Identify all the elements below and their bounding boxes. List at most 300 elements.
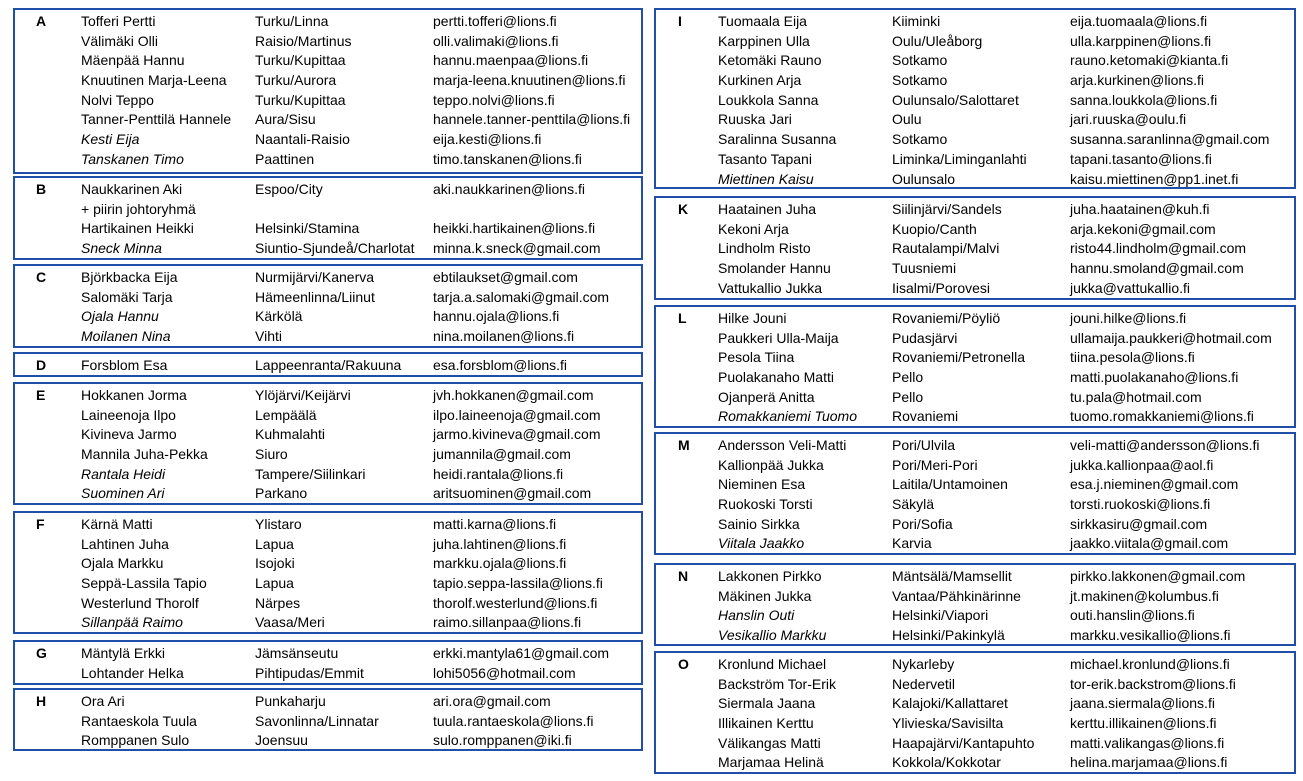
contact-row <box>15 356 641 376</box>
contact-club: Joensuu <box>255 732 308 749</box>
contact-club: Laitila/Untamoinen <box>892 476 1008 493</box>
contact-row <box>15 150 641 170</box>
contact-email: sulo.romppanen@iki.fi <box>433 732 572 749</box>
district-box-l <box>654 305 1296 428</box>
contact-email: matti.puolakanaho@lions.fi <box>1070 369 1239 386</box>
contact-club: Ylivieska/Savisilta <box>892 715 1004 732</box>
contact-club: Pudasjärvi <box>892 329 958 346</box>
contact-email: sirkkasiru@gmail.com <box>1070 515 1208 532</box>
contact-row <box>15 110 641 130</box>
contact-name: Ruuska Jari <box>718 111 792 128</box>
contact-name: Ora Ari <box>81 693 125 709</box>
contact-club: Sotkamo <box>892 52 948 69</box>
district-letter: D <box>36 357 47 373</box>
contact-name: Kronlund Michael <box>718 656 827 672</box>
contact-row <box>15 535 641 555</box>
contact-row <box>656 348 1294 368</box>
contact-list <box>656 567 1294 646</box>
district-letter: N <box>678 568 689 584</box>
district-letter: A <box>36 13 47 29</box>
contact-row <box>656 734 1294 754</box>
contact-list <box>656 655 1294 773</box>
contact-email: hannele.tanner-penttila@lions.fi <box>433 111 631 128</box>
contact-club: Rovaniemi/Pöyliö <box>892 310 1001 326</box>
contact-list <box>15 692 641 751</box>
contact-email: raimo.sillanpaa@lions.fi <box>433 614 582 631</box>
contact-row <box>15 554 641 574</box>
contact-name: Ojala Markku <box>81 555 164 572</box>
contact-name: Kurkinen Arja <box>718 72 802 89</box>
district-box-c <box>13 264 643 348</box>
contact-list <box>656 436 1294 554</box>
contact-row <box>15 71 641 91</box>
contact-row <box>656 626 1294 646</box>
contact-name: Välikangas Matti <box>718 734 821 751</box>
contact-name: Smolander Hannu <box>718 260 831 277</box>
contact-club: Rovaniemi/Petronella <box>892 349 1026 366</box>
contact-club: Turku/Linna <box>255 13 329 29</box>
contact-row <box>15 406 641 426</box>
contact-email: hannu.maenpaa@lions.fi <box>433 52 589 69</box>
contact-row <box>15 51 641 71</box>
district-box-m <box>654 432 1296 555</box>
contact-email: nina.moilanen@lions.fi <box>433 328 575 345</box>
contact-email: kerttu.illikainen@lions.fi <box>1070 715 1217 732</box>
contact-name: Romppanen Sulo <box>81 732 190 749</box>
contact-name: Kesti Eija <box>81 131 140 148</box>
contact-email: marja-leena.knuutinen@lions.fi <box>433 72 626 89</box>
contact-row <box>656 495 1294 515</box>
contact-row <box>15 692 641 712</box>
contact-club: Siuro <box>255 446 288 463</box>
contact-club: Raisio/Martinus <box>255 32 352 49</box>
contact-name: Rantaeskola Tuula <box>81 712 197 729</box>
contact-club: Nykarleby <box>892 656 955 672</box>
contact-name: Tofferi Pertti <box>81 13 156 29</box>
contact-club: Pello <box>892 388 924 405</box>
contact-row <box>15 731 641 751</box>
contact-name: Kallionpää Jukka <box>718 456 824 473</box>
contact-row <box>15 200 641 220</box>
contact-club: Naantali-Raisio <box>255 131 350 148</box>
contact-email: tiina.pesola@lions.fi <box>1070 349 1195 366</box>
contact-row <box>656 567 1294 587</box>
contact-club: Ylistaro <box>255 516 302 532</box>
contact-row <box>656 694 1294 714</box>
contact-club: Nedervetil <box>892 675 956 692</box>
contact-club: Turku/Kupittaa <box>255 52 346 69</box>
contact-row <box>656 515 1294 535</box>
contact-name: Naukkarinen Aki <box>81 181 183 197</box>
contact-club: Kalajoki/Kallattaret <box>892 695 1008 712</box>
contact-email: ulla.karppinen@lions.fi <box>1070 32 1212 49</box>
contact-name: Vesikallio Markku <box>718 627 827 644</box>
contact-club: Hämeenlinna/Liinut <box>255 288 375 305</box>
contact-name: Välimäki Olli <box>81 32 159 49</box>
contact-row <box>15 32 641 52</box>
contact-name: Tuomaala Eija <box>718 13 807 29</box>
district-box-h <box>13 688 643 751</box>
contact-club: Helsinki/Stamina <box>255 220 360 237</box>
district-letter: K <box>678 201 689 217</box>
contact-row <box>15 664 641 684</box>
contact-email: torsti.ruokoski@lions.fi <box>1070 496 1211 513</box>
contact-row <box>15 484 641 504</box>
contact-email: ullamaija.paukkeri@hotmail.com <box>1070 329 1272 346</box>
contact-club: Iisalmi/Porovesi <box>892 279 991 296</box>
contact-list <box>15 644 641 683</box>
contact-email: juha.haatainen@kuh.fi <box>1070 201 1210 217</box>
contact-email: tuula.rantaeskola@lions.fi <box>433 712 594 729</box>
contact-row <box>15 288 641 308</box>
district-box-b <box>13 176 643 260</box>
contact-row <box>15 268 641 288</box>
contact-row <box>656 475 1294 495</box>
contact-name: Ruokoski Torsti <box>718 496 813 513</box>
district-letter: M <box>678 437 690 453</box>
contact-club: Lappeenranta/Rakuuna <box>255 357 402 373</box>
district-box-i <box>654 8 1296 189</box>
district-letter: F <box>36 516 45 532</box>
contact-club: Rovaniemi <box>892 408 959 425</box>
district-letter: L <box>678 310 687 326</box>
contact-email: jaakko.viitala@gmail.com <box>1070 535 1229 552</box>
contact-email: tapani.tasanto@lions.fi <box>1070 150 1212 167</box>
contact-name: Loukkola Sanna <box>718 91 819 108</box>
contact-row <box>656 655 1294 675</box>
contact-email: tuomo.romakkaniemi@lions.fi <box>1070 408 1254 425</box>
contact-name: Mäkinen Jukka <box>718 587 812 604</box>
contact-club: Parkano <box>255 485 308 502</box>
contact-name: Haatainen Juha <box>718 201 817 217</box>
contact-name: Lakkonen Pirkko <box>718 568 822 584</box>
contact-name: Viitala Jaakko <box>718 535 805 552</box>
contact-list <box>656 309 1294 427</box>
contact-club: Kiiminki <box>892 13 941 29</box>
contact-email: teppo.nolvi@lions.fi <box>433 91 555 108</box>
contact-email: pertti.tofferi@lions.fi <box>433 13 557 29</box>
contact-row <box>15 91 641 111</box>
contact-club: Oulu/Uleåborg <box>892 32 983 49</box>
contact-email: eija.tuomaala@lions.fi <box>1070 13 1208 29</box>
contact-email: ilpo.laineenoja@gmail.com <box>433 406 601 423</box>
contact-club: Säkylä <box>892 496 935 513</box>
contact-club: Aura/Sisu <box>255 111 316 128</box>
contact-name: Tanner-Penttilä Hannele <box>81 111 232 128</box>
contact-club: Siilinjärvi/Sandels <box>892 201 1002 217</box>
contact-list <box>656 12 1294 189</box>
contact-row <box>15 307 641 327</box>
contact-row <box>15 644 641 664</box>
contact-email: sanna.loukkola@lions.fi <box>1070 91 1218 108</box>
contact-row <box>656 150 1294 170</box>
contact-email: markku.ojala@lions.fi <box>433 555 567 572</box>
contact-club: Kärkölä <box>255 308 303 325</box>
contact-name: Nolvi Teppo <box>81 91 154 108</box>
contact-name: Mäntylä Erkki <box>81 645 166 661</box>
contact-email: esa.forsblom@lions.fi <box>433 357 568 373</box>
contact-email: veli-matti@andersson@lions.fi <box>1070 437 1260 453</box>
contact-email: heidi.rantala@lions.fi <box>433 465 564 482</box>
contact-name: + piirin johtoryhmä <box>81 200 196 217</box>
contact-club: Lapua <box>255 535 294 552</box>
district-box-e <box>13 382 643 505</box>
contact-email: tarja.a.salomaki@gmail.com <box>433 288 610 305</box>
contact-name: Björkbacka Eija <box>81 269 178 285</box>
contact-name: Westerlund Thorolf <box>81 594 199 611</box>
contact-name: Mäenpää Hannu <box>81 52 185 69</box>
contact-email: arja.kurkinen@lions.fi <box>1070 72 1205 89</box>
contact-email: pirkko.lakkonen@gmail.com <box>1070 568 1246 584</box>
contact-list <box>15 386 641 504</box>
contact-club: Kuopio/Canth <box>892 220 977 237</box>
contact-name: Ojala Hannu <box>81 308 159 325</box>
contact-name: Kekoni Arja <box>718 220 789 237</box>
contact-name: Paukkeri Ulla-Maija <box>718 329 839 346</box>
district-letter: E <box>36 387 46 403</box>
contact-club: Vaasa/Meri <box>255 614 325 631</box>
contact-email: tapio.seppa-lassila@lions.fi <box>433 575 603 592</box>
contact-name: Puolakanaho Matti <box>718 369 834 386</box>
district-letter: H <box>36 693 47 709</box>
contact-row <box>656 130 1294 150</box>
contact-email: markku.vesikallio@lions.fi <box>1070 627 1231 644</box>
contact-email: olli.valimaki@lions.fi <box>433 32 559 49</box>
contact-row <box>15 445 641 465</box>
contact-row <box>656 279 1294 299</box>
contact-row <box>15 574 641 594</box>
contact-email: jarmo.kivineva@gmail.com <box>433 426 601 443</box>
contact-email: jukka.kallionpaa@aol.fi <box>1070 456 1214 473</box>
contact-club: Mäntsälä/Mamsellit <box>892 568 1012 584</box>
contact-email: risto44.lindholm@gmail.com <box>1070 240 1247 257</box>
contact-club: Siuntio-Sjundeå/Charlotat <box>255 240 415 257</box>
contact-email: outi.hanslin@lions.fi <box>1070 607 1195 624</box>
contact-row <box>656 200 1294 220</box>
contact-name: Illikainen Kerttu <box>718 715 814 732</box>
contact-club: Karvia <box>892 535 932 552</box>
contact-email: aki.naukkarinen@lions.fi <box>433 181 585 197</box>
contact-name: Lohtander Helka <box>81 664 184 681</box>
contact-email: hannu.smoland@gmail.com <box>1070 260 1244 277</box>
contact-club: Helsinki/Viapori <box>892 607 989 624</box>
contact-row <box>656 170 1294 190</box>
contact-email: juha.lahtinen@lions.fi <box>433 535 567 552</box>
contact-name: Suominen Ari <box>81 485 165 502</box>
contact-club: Savonlinna/Linnatar <box>255 712 379 729</box>
contact-name: Seppä-Lassila Tapio <box>81 575 207 592</box>
contact-list <box>15 12 641 170</box>
contact-email: jumannila@gmail.com <box>433 446 571 463</box>
district-box-k <box>654 196 1296 300</box>
contact-name: Salomäki Tarja <box>81 288 173 305</box>
contact-club: Paattinen <box>255 150 315 167</box>
contact-club: Helsinki/Pakinkylä <box>892 627 1005 644</box>
contact-club: Lapua <box>255 575 294 592</box>
contact-name: Backström Tor-Erik <box>718 675 836 692</box>
contact-club: Isojoki <box>255 555 295 572</box>
contact-name: Lindholm Risto <box>718 240 811 257</box>
contact-email: michael.kronlund@lions.fi <box>1070 656 1230 672</box>
contact-club: Rautalampi/Malvi <box>892 240 1000 257</box>
contact-list <box>15 515 641 633</box>
contact-list <box>15 356 641 376</box>
contact-row <box>15 594 641 614</box>
contact-email: arja.kekoni@gmail.com <box>1070 220 1216 237</box>
contact-email: esa.j.nieminen@gmail.com <box>1070 476 1239 493</box>
contact-name: Marjamaa Helinä <box>718 754 824 771</box>
contact-name: Kärnä Matti <box>81 516 153 532</box>
contact-email: ebtilaukset@gmail.com <box>433 269 578 285</box>
contact-row <box>656 534 1294 554</box>
contact-email: jvh.hokkanen@gmail.com <box>433 387 594 403</box>
contact-club: Haapajärvi/Kantapuhto <box>892 734 1035 751</box>
contact-name: Hilke Jouni <box>718 310 787 326</box>
contact-name: Sillanpää Raimo <box>81 614 183 631</box>
contact-name: Romakkaniemi Tuomo <box>718 408 858 425</box>
contact-name: Hartikainen Heikki <box>81 220 194 237</box>
contact-club: Pori/Ulvila <box>892 437 956 453</box>
district-letter: I <box>678 13 682 29</box>
contact-email: jouni.hilke@lions.fi <box>1070 310 1187 326</box>
contact-row <box>656 32 1294 52</box>
contact-name: Hokkanen Jorma <box>81 387 187 403</box>
contact-email: lohi5056@hotmail.com <box>433 664 576 681</box>
contact-row <box>656 71 1294 91</box>
contact-club: Sotkamo <box>892 131 948 148</box>
contact-name: Kivineva Jarmo <box>81 426 177 443</box>
contact-club: Turku/Kupittaa <box>255 91 346 108</box>
contact-name: Hanslin Outi <box>718 607 795 624</box>
contact-name: Knuutinen Marja-Leena <box>81 72 227 89</box>
contact-row <box>656 329 1294 349</box>
contact-name: Miettinen Kaisu <box>718 170 814 187</box>
contact-club: Jämsänseutu <box>255 645 339 661</box>
contact-name: Ojanperä Anitta <box>718 388 815 405</box>
contact-row <box>656 91 1294 111</box>
contact-email: tu.pala@hotmail.com <box>1070 388 1202 405</box>
contact-row <box>15 465 641 485</box>
contact-row <box>656 368 1294 388</box>
contact-email: minna.k.sneck@gmail.com <box>433 240 601 257</box>
contact-club: Espoo/City <box>255 181 323 197</box>
contact-club: Närpes <box>255 594 301 611</box>
district-box-f <box>13 511 643 634</box>
district-box-n <box>654 563 1296 646</box>
contact-name: Laineenoja Ilpo <box>81 406 176 423</box>
contact-name: Moilanen Nina <box>81 328 171 345</box>
district-letter: B <box>36 181 47 197</box>
contact-name: Tanskanen Timo <box>81 150 184 167</box>
contact-name: Karppinen Ulla <box>718 32 810 49</box>
contact-name: Rantala Heidi <box>81 465 166 482</box>
contact-club: Lempäälä <box>255 406 317 423</box>
contact-email: helina.marjamaa@lions.fi <box>1070 754 1228 771</box>
contact-name: Nieminen Esa <box>718 476 806 493</box>
contact-name: Mannila Juha-Pekka <box>81 446 208 463</box>
contact-row <box>15 219 641 239</box>
district-letter: G <box>36 645 47 661</box>
contact-row <box>656 239 1294 259</box>
contact-name: Saralinna Susanna <box>718 131 837 148</box>
contact-row <box>15 130 641 150</box>
contact-email: timo.tanskanen@lions.fi <box>433 150 582 167</box>
contact-row <box>15 386 641 406</box>
contact-row <box>15 712 641 732</box>
contact-row <box>15 12 641 32</box>
contact-email: ari.ora@gmail.com <box>433 693 551 709</box>
contact-club: Oulunsalo <box>892 170 956 187</box>
contact-email: kaisu.miettinen@pp1.inet.fi <box>1070 170 1239 187</box>
contact-row <box>656 675 1294 695</box>
district-box-g <box>13 640 643 685</box>
contact-club: Kokkola/Kokkotar <box>892 754 1001 771</box>
contact-club: Pori/Sofia <box>892 515 953 532</box>
contact-club: Pihtipudas/Emmit <box>255 664 364 681</box>
contact-email: jt.makinen@kolumbus.fi <box>1070 587 1219 604</box>
district-box-d <box>13 352 643 377</box>
contact-club: Tampere/Siilinkari <box>255 465 366 482</box>
contact-club: Pello <box>892 369 924 386</box>
contact-email: erkki.mantyla61@gmail.com <box>433 645 610 661</box>
contact-row <box>656 606 1294 626</box>
contact-club: Liminka/Liminganlahti <box>892 150 1027 167</box>
contact-name: Lahtinen Juha <box>81 535 169 552</box>
contact-email: tor-erik.backstrom@lions.fi <box>1070 675 1236 692</box>
contact-row <box>656 12 1294 32</box>
contact-email: matti.karna@lions.fi <box>433 516 557 532</box>
district-letter: O <box>678 656 689 672</box>
contact-club: Sotkamo <box>892 72 948 89</box>
contact-club: Oulu <box>892 111 922 128</box>
contact-name: Siermala Jaana <box>718 695 816 712</box>
contact-club: Turku/Aurora <box>255 72 337 89</box>
contact-row <box>15 613 641 633</box>
contact-club: Vantaa/Pähkinärinne <box>892 587 1021 604</box>
contact-list <box>656 200 1294 298</box>
contact-club: Tuusniemi <box>892 260 957 277</box>
contact-row <box>656 220 1294 240</box>
contact-row <box>656 309 1294 329</box>
contact-club: Kuhmalahti <box>255 426 326 443</box>
contact-email: aritsuominen@gmail.com <box>433 485 592 502</box>
contact-club: Vihti <box>255 328 282 345</box>
contact-row <box>15 327 641 347</box>
contact-name: Vattukallio Jukka <box>718 279 823 296</box>
contact-email: hannu.ojala@lions.fi <box>433 308 560 325</box>
contact-row <box>656 51 1294 71</box>
contact-club: Nurmijärvi/Kanerva <box>255 269 375 285</box>
contact-row <box>656 259 1294 279</box>
district-box-o <box>654 651 1296 774</box>
contact-email: jaana.siermala@lions.fi <box>1070 695 1215 712</box>
contact-name: Tasanto Tapani <box>718 150 812 167</box>
contact-list <box>15 180 641 259</box>
contact-name: Sainio Sirkka <box>718 515 800 532</box>
district-box-a <box>13 8 643 174</box>
contact-email: jukka@vattukallio.fi <box>1070 279 1191 296</box>
contact-email: heikki.hartikainen@lions.fi <box>433 220 596 237</box>
contact-row <box>656 388 1294 408</box>
contact-row <box>656 587 1294 607</box>
contact-email: jari.ruuska@oulu.fi <box>1070 111 1187 128</box>
contact-row <box>656 753 1294 773</box>
contact-name: Ketomäki Rauno <box>718 52 822 69</box>
contact-row <box>656 110 1294 130</box>
contact-row <box>656 407 1294 427</box>
contact-club: Pori/Meri-Pori <box>892 456 978 473</box>
contact-row <box>15 515 641 535</box>
